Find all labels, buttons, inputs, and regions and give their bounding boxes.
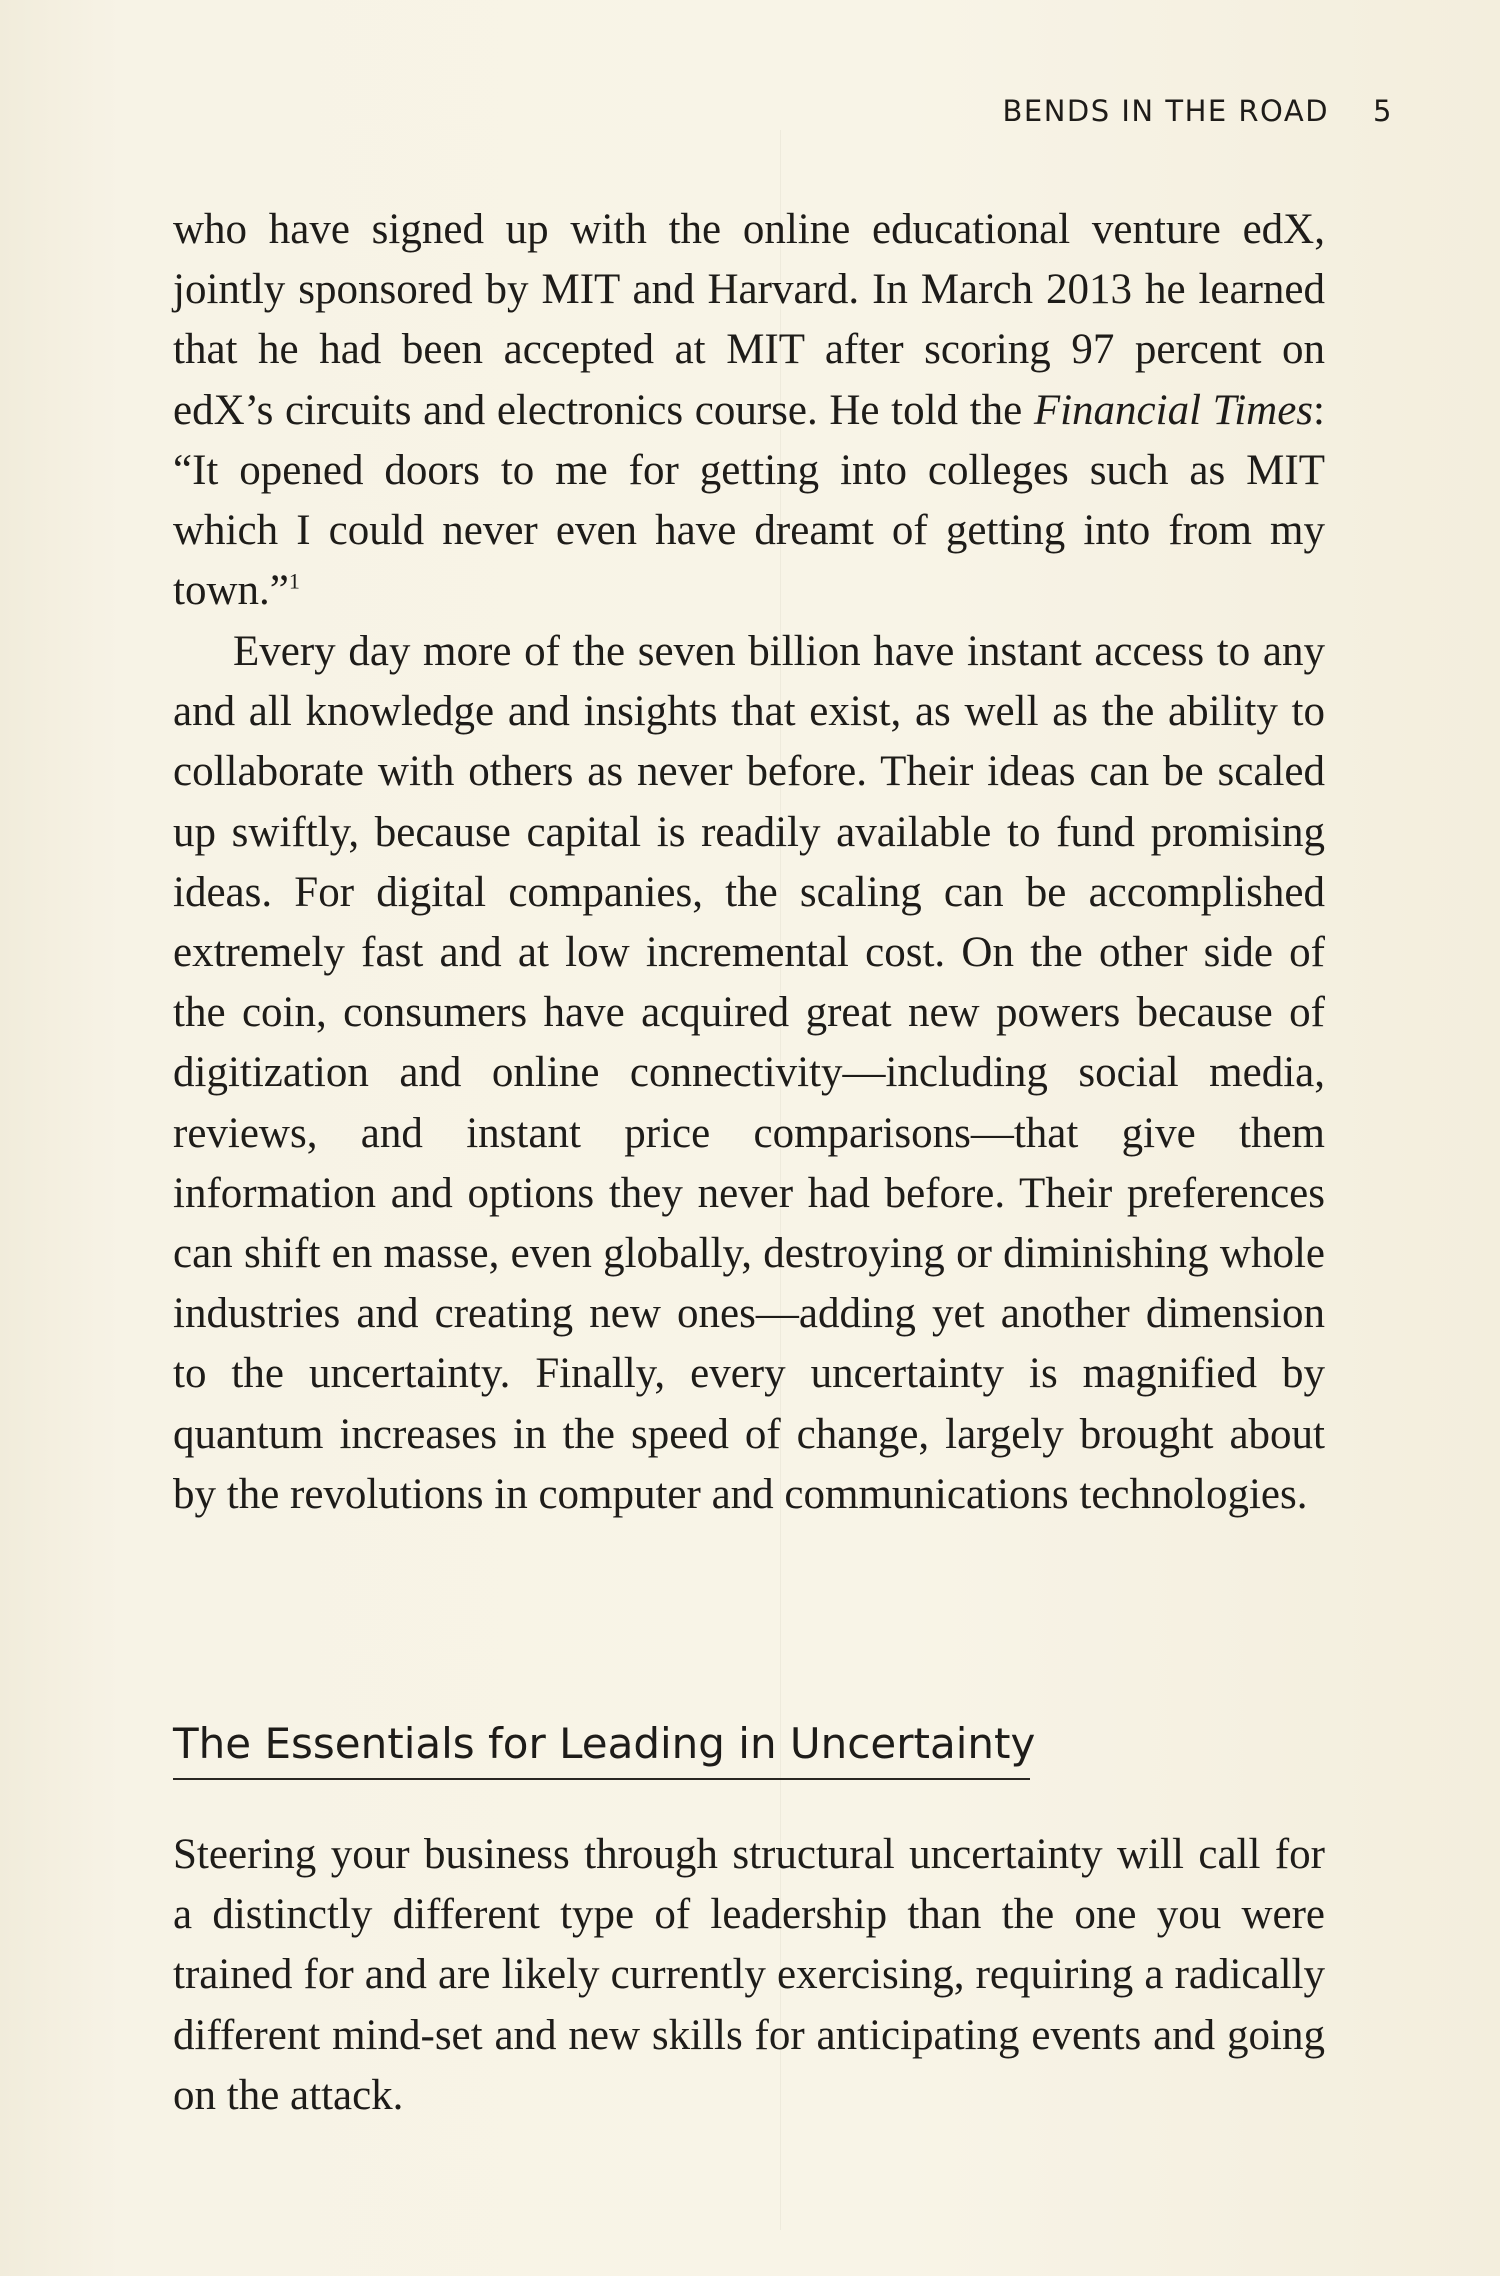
paragraph-edx — [173, 200, 1325, 621]
paragraph-edx-text-end: : “It opened doors to me for getting into colleges such as MIT which I could never even have dreamt of getting into from my town.” — [173, 386, 1325, 615]
paragraph-edx-text-start: who have signed up with the online educational venture edX, jointly sponsored by MIT and Harvard. In March 2013 he learned that he had been accepted at MIT after scoring 97 percent on edX’s circuits and electronics course. He told the — [173, 206, 1325, 434]
financial-times-title: Financial Times — [1033, 386, 1314, 434]
paragraph-seven-billion: Every day more of the seven billion have instant access to any and all knowledge and insights that exist, as well as the ability to collaborate with others as never before. Their ideas can be scaled up swiftly, because capital is readily available to fund promising ideas. For digital companies, the scaling can be accomplished extremely fast and at low incremental cost. On the other side of the coin, consumers have acquired great new powers because of digitization and online connectivity—including social media, reviews, and instant price comparisons—that give them information and options they never had before. Their preferences can shift en masse, even globally, destroying or diminishing whole industries and creating new ones—adding yet another dimension to the uncertainty. Finally, every uncertainty is magnified by quantum increases in the speed of change, largely brought about by the revolutions in computer and communications technologies. — [173, 628, 1325, 1518]
section-heading: The Essentials for Leading in Uncertainty — [173, 1714, 1030, 1780]
page-number: 5 — [1373, 94, 1393, 128]
running-head-title: BENDS IN THE ROAD — [1002, 94, 1330, 128]
running-head — [1003, 94, 1393, 128]
footnote-marker: 1 — [288, 568, 300, 594]
paragraph-steering: Steering your business through structural uncertainty will call for a distinctly different type of leadership than the one you were trained for and are likely currently exercising, requiring a radically different mind-set and new skills for anticipating events and going on the attack. — [173, 1831, 1325, 2119]
